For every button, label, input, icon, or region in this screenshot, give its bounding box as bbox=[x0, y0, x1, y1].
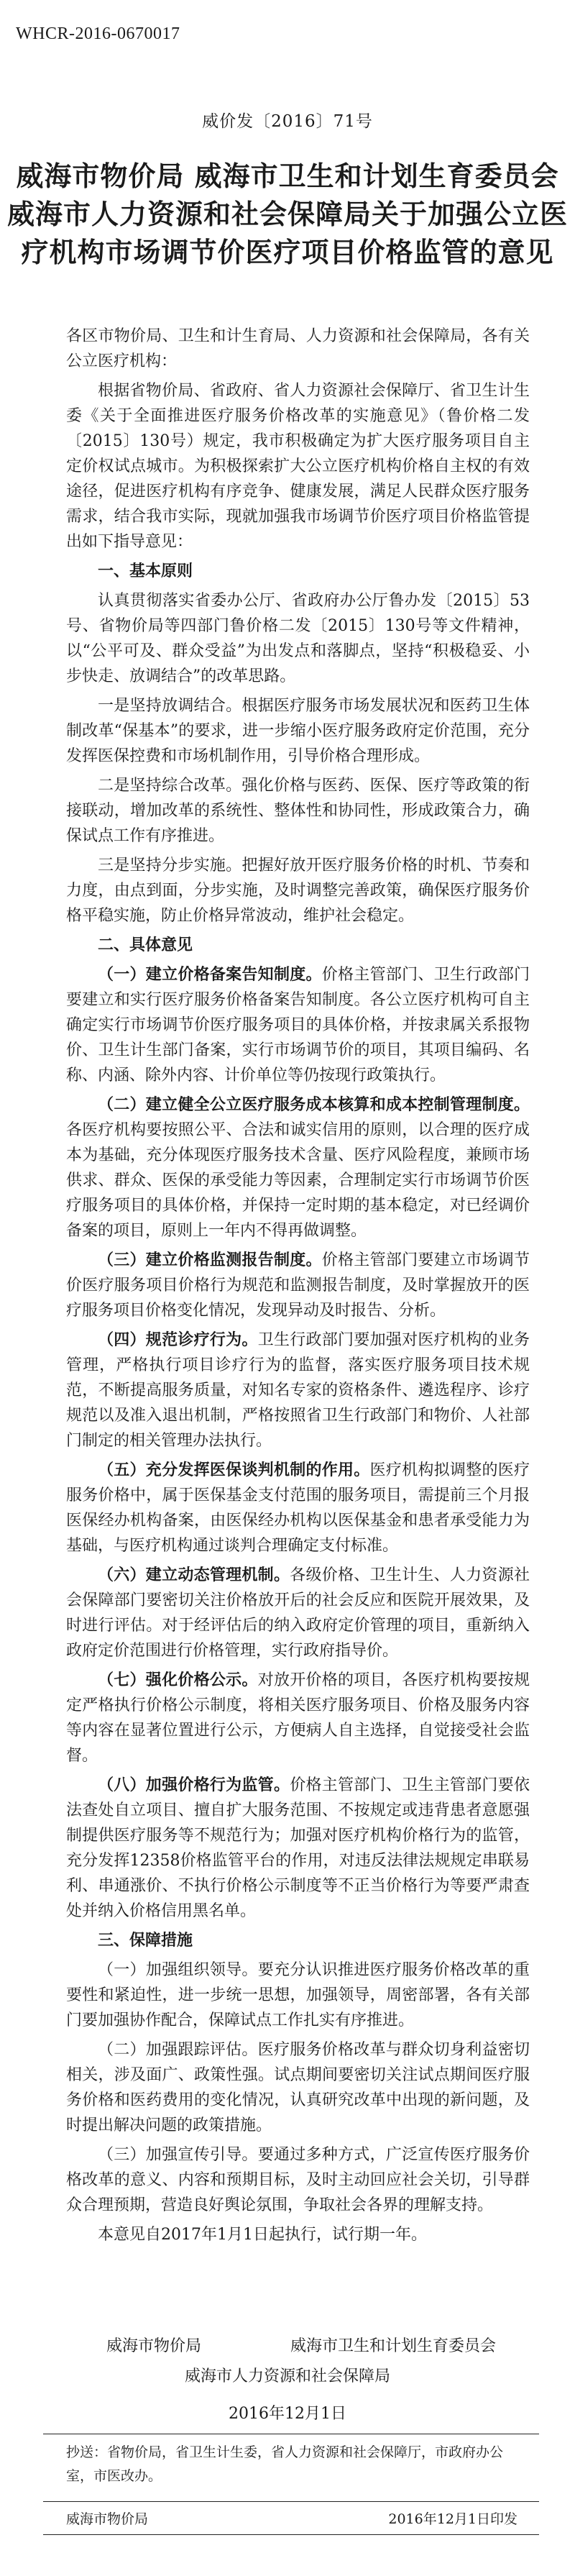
section-heading: 三、保障措施 bbox=[98, 1931, 193, 1950]
item-lead: （四）规范诊疗行为。 bbox=[98, 1330, 258, 1349]
item-lead: （五）充分发挥医保谈判机制的作用。 bbox=[98, 1461, 370, 1479]
intro-paragraph: 根据省物价局、省政府、省人力资源社会保障厅、省卫生计生委《关于全面推进医疗服务价格改革的实施意见》（鲁价格二发〔2015〕130号）规定，我市积极确定为扩大医疗服务项目自主定价权试点城市。为积极探索扩大公立医疗机构价格自主权的有效途径，促进医疗机构有序竞争、健康发展，满足人民群众医疗服务需求，结合我市实际，现就加强我市场调节价医疗项目价格监管提出如下指导意见： bbox=[66, 382, 530, 551]
cc-list bbox=[66, 2441, 512, 2488]
item-lead: 三是坚持分步实施。 bbox=[98, 857, 242, 874]
principle-item bbox=[66, 853, 530, 928]
item-text: 根据医疗服务市场发展状况和医药卫生体制改革“保基本”的要求，进一步缩小医疗服务政府定价范围，充分发挥医保控费和市场机制作用，引导价格合理形成。 bbox=[66, 697, 530, 765]
opinion-item bbox=[66, 1668, 530, 1768]
principle-item bbox=[66, 773, 530, 849]
item-lead: 一是坚持放调结合。 bbox=[98, 697, 242, 715]
item-text: 要通过多种方式，广泛宣传医疗服务价格改革的意义、内容和预期目标，及时主动回应社会关切，引导群众合理预期，营造良好舆论氛围，争取社会各界的理解支持。 bbox=[66, 2146, 530, 2214]
opinion-item bbox=[66, 1328, 530, 1453]
document-title bbox=[0, 157, 575, 271]
item-text: 价格主管部门、卫生主管部门要依法查处自立项目、擅自扩大服务范围、不按规定或违背患者意愿强制提供医疗服务等不规范行为；加强对医疗机构价格行为的监管，充分发挥12358价格监管平台的作用，对违反法律法规规定串联易利、串通涨价、不执行价格公示制度等不正当价格行为等要严肃查处并纳入价格信用黑名单。 bbox=[66, 1776, 530, 1920]
item-text: 强化价格与医药、医保、医疗等政策的衔接联动，增加改革的系统性、整体性和协同性，形成政策合力，确保试点工作有序推进。 bbox=[66, 777, 530, 845]
section1-intro: 认真贯彻落实省委办公厅、省政府办公厅鲁办发〔2015〕53号、省物价局等四部门鲁价格二发〔2015〕130号等文件精神，以“公平可及、群众受益”为出发点和落脚点，坚持“积极稳妥、小步快走、放调结合”的改革思路。 bbox=[66, 592, 530, 685]
item-lead: （七）强化价格公示。 bbox=[98, 1671, 258, 1689]
measure-item bbox=[66, 1958, 530, 2033]
item-lead: （六）建立动态管理机制。 bbox=[98, 1566, 290, 1584]
item-lead: （二）加强跟踪评估。 bbox=[98, 2041, 258, 2059]
section-heading: 一、基本原则 bbox=[98, 562, 193, 580]
divider bbox=[43, 2501, 539, 2502]
item-lead: （一）建立价格备案告知制度。 bbox=[98, 965, 322, 984]
cc-label: 抄送： bbox=[66, 2444, 108, 2460]
item-lead: （八）加强价格行为监管。 bbox=[98, 1776, 290, 1794]
section-heading: 二、具体意见 bbox=[98, 936, 193, 954]
item-text: 各级价格、卫生计生、人力资源社会保障部门要密切关注价格放开后的社会反应和医院开展效果，及时进行评估。对于经评估后的纳入政府定价管理的项目，重新纳入政府定价范围进行价格管理，实行政府指导价。 bbox=[66, 1566, 530, 1660]
opinion-item bbox=[66, 1458, 530, 1558]
item-text: 医疗机构拟调整的医疗服务价格中，属于医保基金支付范围的服务项目，需提前三个月报医保经办机构备案，由医保经办机构以医保基金和患者承受能力为基础，与医疗机构通过谈判合理确定支付标准。 bbox=[66, 1461, 530, 1555]
title-line: 威海市物价局 威海市卫生和计划生育委员会 bbox=[16, 160, 559, 192]
item-lead: 二是坚持综合改革。 bbox=[98, 777, 242, 795]
signature-date: 2016年12月1日 bbox=[229, 2405, 346, 2423]
item-lead: （三）加强宣传引导。 bbox=[98, 2146, 258, 2164]
title-line: 疗机构市场调节价医疗项目价格监管的意见 bbox=[21, 236, 554, 268]
item-lead: （三）建立价格监测报告制度。 bbox=[98, 1251, 322, 1269]
measure-item bbox=[66, 2037, 530, 2138]
item-text: 要充分认识推进医疗服务价格改革的重要性和紧迫性，进一步统一思想，加强领导，周密部署，各有关部门要加强协作配合，保障试点工作扎实有序推进。 bbox=[66, 1961, 530, 2029]
item-text: 价格主管部门、卫生行政部门要建立和实行医疗服务价格备案告知制度。各公立医疗机构可自主确定实行市场调节价医疗服务项目的具体价格，并按隶属关系报物价、卫生计生部门备案，实行市场调节价的项目，其项目编码、名称、内涵、除外内容、计价单位等仍按现行政策执行。 bbox=[66, 966, 530, 1084]
signature-org: 威海市卫生和计划生育委员会 bbox=[290, 2337, 497, 2355]
item-lead: （一）加强组织领导。 bbox=[98, 1961, 258, 1979]
measure-item bbox=[66, 2142, 530, 2218]
document-id: WHCR-2016-0670017 bbox=[16, 24, 180, 43]
signature-org: 威海市人力资源和社会保障局 bbox=[184, 2367, 390, 2385]
addressee: 各区市物价局、卫生和计生育局、人力资源和社会保障局，各有关公立医疗机构： bbox=[66, 327, 530, 370]
item-text: 医疗服务价格改革与群众切身利益密切相关，涉及面广、政策性强。试点期间要密切关注试点期间医疗服务价格和医药费用的变化情况，认真研究改革中出现的新问题，及时提出解决问题的政策措施。 bbox=[66, 2041, 530, 2134]
item-lead: （二）建立健全公立医疗服务成本核算和成本控制管理制度。 bbox=[98, 1095, 530, 1114]
item-text: 各医疗机构要按照公平、合法和诚实信用的原则，以合理的医疗成本为基础，充分体现医疗服务技术含量、医疗风险程度，兼顾市场供求、群众、医保的承受能力等因素，合理制定实行市场调节价医疗服务项目的具体价格，并保持一定时期的基本稳定，对已经调价备案的项目，原则上一年内不得再做调整。 bbox=[66, 1121, 530, 1240]
signature-org: 威海市物价局 bbox=[106, 2337, 202, 2355]
title-line: 威海市人力资源和社会保障局关于加强公立医 bbox=[6, 198, 568, 230]
issue-date: 2016年12月1日印发 bbox=[388, 2511, 518, 2527]
opinion-item bbox=[66, 1248, 530, 1323]
divider bbox=[43, 2534, 539, 2535]
item-text: 对放开价格的项目，各医疗机构要按规定严格执行价格公示制度，将相关医疗服务项目、价格及服务内容等内容在显著位置进行公示，方便病人自主选择，自觉接受社会监督。 bbox=[66, 1671, 530, 1765]
document-number: 威价发〔2016〕71号 bbox=[202, 112, 373, 131]
opinion-item bbox=[66, 1092, 530, 1243]
effective-statement: 本意见自2017年1月1日起执行，试行期一年。 bbox=[98, 2226, 427, 2244]
item-text: 价格主管部门要建立市场调节价医疗服务项目价格行为规范和监测报告制度，及时掌握放开的医疗服务项目价格变化情况，发现异动及时报告、分析。 bbox=[66, 1251, 530, 1320]
opinion-item bbox=[66, 1563, 530, 1663]
opinion-item bbox=[66, 962, 530, 1088]
item-text: 卫生行政部门要加强对医疗机构的业务管理，严格执行项目诊疗行为的监督，落实医疗服务项目技术规范，不断提高服务质量，对知名专家的资格条件、遴选程序、诊疗规范以及准入退出机制，严格按照省卫生行政部门和物价、人社部门制定的相关管理办法执行。 bbox=[66, 1331, 530, 1450]
opinion-item bbox=[66, 1773, 530, 1924]
document-body bbox=[66, 324, 530, 2252]
principle-item bbox=[66, 693, 530, 769]
item-text: 把握好放开医疗服务价格的时机、节奏和力度，由点到面，分步实施，及时调整完善政策，确保医疗服务价格平稳实施，防止价格异常波动，维护社会稳定。 bbox=[66, 857, 530, 925]
issuer: 威海市物价局 bbox=[66, 2511, 149, 2527]
cc-text: 省物价局，省卫生计生委，省人力资源和社会保障厅，市政府办公室，市医改办。 bbox=[66, 2444, 504, 2484]
